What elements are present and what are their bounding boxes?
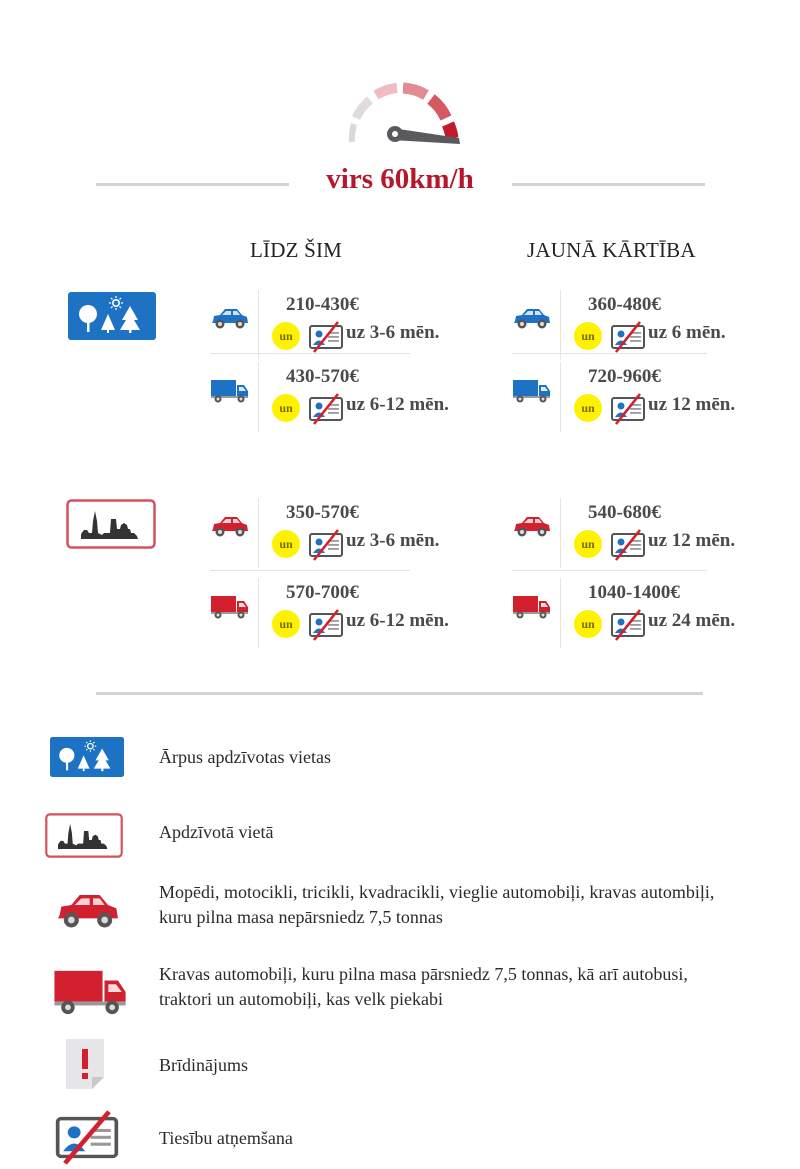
fine-range: 430-570€ [286, 366, 359, 387]
license-revoked-icon [308, 529, 344, 561]
row-divider [210, 570, 410, 571]
license-revoked-icon [54, 1110, 120, 1165]
truck-icon [210, 594, 250, 620]
outside-settlement-sign-icon [68, 292, 156, 340]
fine-range: 720-960€ [588, 366, 661, 387]
fine-range: 350-570€ [286, 502, 359, 523]
legend-warning: Brīdinājums [159, 1055, 248, 1075]
fine-range: 210-430€ [286, 294, 359, 315]
license-revoked-icon [308, 609, 344, 641]
fine-range: 570-700€ [286, 582, 359, 603]
and-badge: un [272, 610, 300, 638]
row-divider [512, 570, 707, 571]
fine-range: 360-480€ [588, 294, 661, 315]
license-revoked-icon [610, 321, 646, 353]
and-badge: un [574, 610, 602, 638]
zone1-truck-new [512, 362, 782, 432]
fine-range: 540-680€ [588, 502, 661, 523]
legend-heavy-vehicles: Kravas automobiļi, kuru pilna masa pārsniedz 7,5 tonnas, kā arī autobusi, traktori un automobiļi, kas velk piekabi [159, 964, 688, 1009]
suspension-duration: uz 6 mēn. [648, 322, 726, 343]
zone2-car-new [512, 498, 782, 568]
truck-icon [210, 378, 250, 404]
zone2-truck-old [210, 578, 480, 648]
truck-icon [50, 967, 132, 1017]
and-badge: un [272, 322, 300, 350]
license-revoked-icon [610, 529, 646, 561]
fine-range: 1040-1400€ [588, 582, 680, 603]
car-icon [512, 306, 552, 332]
suspension-duration: uz 6-12 mēn. [346, 610, 449, 631]
row-divider [512, 353, 707, 354]
and-badge: un [574, 530, 602, 558]
suspension-duration: uz 12 mēn. [648, 394, 736, 415]
vertical-divider [560, 578, 561, 648]
legend-light-vehicles: Mopēdi, motocikli, tricikli, kvadracikli, vieglie automobiļi, kravas autombiļi, kuru pilna masa nepārsniedz 7,5 tonnas [159, 882, 715, 927]
and-badge: un [574, 322, 602, 350]
legend-divider [96, 692, 703, 695]
car-icon [210, 306, 250, 332]
zone2-car-old [210, 498, 480, 568]
suspension-duration: uz 6-12 mēn. [346, 394, 449, 415]
vertical-divider [258, 578, 259, 648]
and-badge: un [272, 530, 300, 558]
and-badge: un [574, 394, 602, 422]
vertical-divider [258, 290, 259, 360]
column-header-new: JAUNĀ KĀRTĪBA [527, 238, 696, 262]
license-revoked-icon [308, 393, 344, 425]
vertical-divider [560, 498, 561, 568]
legend-settlement: Apdzīvotā vietā [159, 822, 274, 842]
settlement-sign-icon [66, 499, 156, 549]
license-revoked-icon [308, 321, 344, 353]
warning-icon [64, 1037, 106, 1091]
license-revoked-icon [610, 609, 646, 641]
car-icon [52, 890, 124, 930]
license-revoked-icon [610, 393, 646, 425]
suspension-duration: uz 12 mēn. [648, 530, 736, 551]
speedometer-icon [340, 78, 464, 150]
row-divider [210, 353, 410, 354]
vertical-divider [258, 498, 259, 568]
outside-settlement-sign-icon [50, 737, 124, 777]
legend-license-revoked: Tiesību atņemšana [159, 1128, 293, 1148]
suspension-duration: uz 24 mēn. [648, 610, 736, 631]
zone1-car-new [512, 290, 782, 360]
truck-icon [512, 594, 552, 620]
truck-icon [512, 378, 552, 404]
suspension-duration: uz 3-6 mēn. [346, 322, 440, 343]
vertical-divider [258, 362, 259, 432]
zone1-car-old [210, 290, 480, 360]
column-header-old: LĪDZ ŠIM [250, 238, 343, 262]
legend-outside-settlement: Ārpus apdzīvotas vietas [159, 747, 331, 767]
settlement-sign-icon [45, 813, 123, 858]
zone2-truck-new [512, 578, 782, 648]
zone1-truck-old [210, 362, 480, 432]
vertical-divider [560, 290, 561, 360]
car-icon [512, 514, 552, 540]
car-icon [210, 514, 250, 540]
page-title: virs 60km/h [326, 163, 474, 195]
header-divider-left [96, 183, 289, 186]
vertical-divider [560, 362, 561, 432]
suspension-duration: uz 3-6 mēn. [346, 530, 440, 551]
header-divider-right [512, 183, 705, 186]
and-badge: un [272, 394, 300, 422]
